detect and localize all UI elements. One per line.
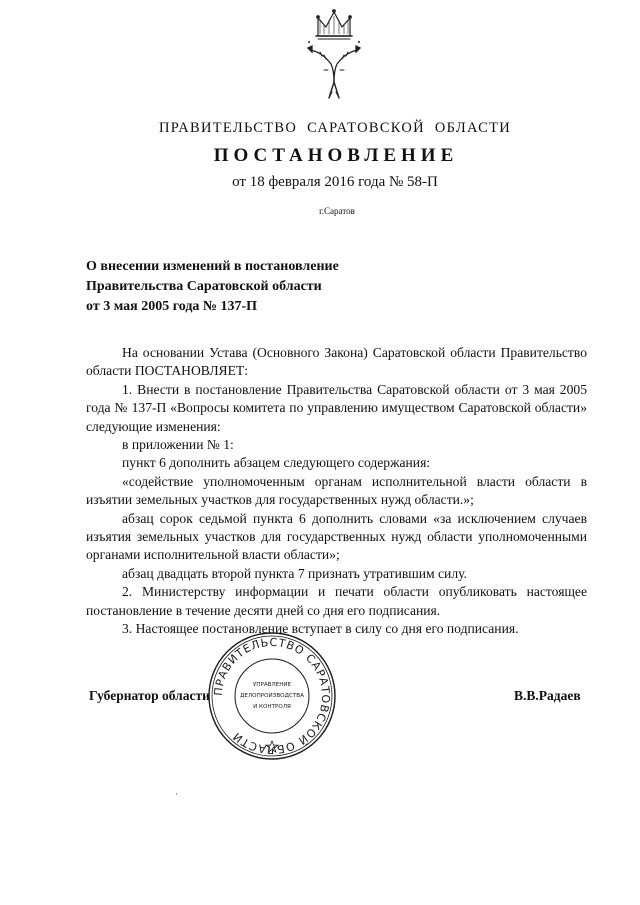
- document-type-title: ПОСТАНОВЛЕНИЕ: [213, 145, 459, 166]
- body-paragraph: пункт 6 дополнить абзацем следующего содержания:: [122, 455, 431, 471]
- body-paragraph: абзац сорок седьмой пункта 6 дополнить словами «за исключением случаев изъятия земельных участков для государственных нужд области уполномоченными органами исполнительной власти области»;: [86, 510, 587, 563]
- official-seal-stamp: [206, 630, 338, 762]
- seal-ring-text-path: ПРАВИТЕЛЬСТВО САРАТОВСКОЙ ОБЛАСТИ: [211, 635, 333, 757]
- signatory-name: В.В.Радаев: [514, 688, 581, 703]
- body-paragraph: На основании Устава (Основного Закона) Саратовской области Правительство области ПОСТАНОВЛЯЕТ:: [86, 345, 587, 379]
- subject-line: Правительства Саратовской области: [86, 279, 322, 294]
- seal-center-line: ДЕЛОПРОИЗВОДСТВА: [240, 693, 304, 699]
- document-subject: [86, 257, 446, 317]
- body-paragraph: 1. Внести в постановление Правительства Саратовской области от 3 мая 2005 года № 137-П «Вопросы комитета по управлению имуществом Саратовской области» следующие изменения:: [86, 381, 587, 434]
- subject-line: от 3 мая 2005 года № 137-П: [86, 299, 258, 314]
- seal-center-line: И КОНТРОЛЯ: [253, 704, 291, 710]
- issuing-authority: ПРАВИТЕЛЬСТВО САРАТОВСКОЙ ОБЛАСТИ: [158, 120, 512, 136]
- document-city: г.Саратов: [319, 206, 355, 216]
- body-paragraph: «содействие уполномоченным органам исполнительной власти области в изъятии земельных участков для государственных нужд области.»;: [86, 473, 587, 508]
- document-body: [86, 344, 587, 639]
- seal-center-line: УПРАВЛЕНИЕ: [252, 682, 292, 688]
- body-paragraph: 2. Министерству информации и печати области опубликовать настоящее постановление в течение десяти дней со дня его подписания.: [86, 584, 587, 618]
- body-paragraph: в приложении № 1:: [122, 437, 234, 453]
- signatory-role: Губернатор области: [89, 688, 210, 703]
- document-date-number: от 18 февраля 2016 года № 58-П: [232, 174, 438, 190]
- body-paragraph: 3. Настоящее постановление вступает в силу со дня его подписания.: [122, 621, 519, 637]
- body-paragraph: абзац двадцать второй пункта 7 признать утратившим силу.: [122, 565, 467, 581]
- coat-of-arms-emblem-icon: [296, 6, 372, 110]
- subject-line: О внесении изменений в постановление: [86, 259, 339, 274]
- scan-speck: [176, 793, 177, 795]
